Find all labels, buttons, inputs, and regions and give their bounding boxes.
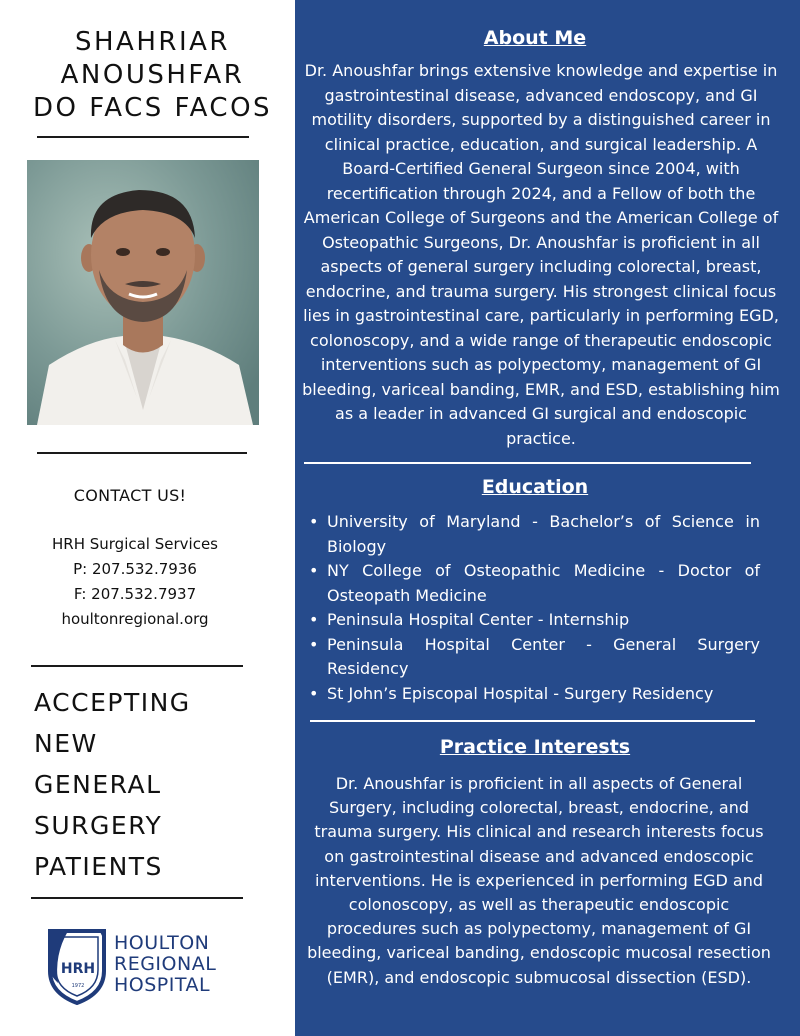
education-item: • St John’s Episcopal Hospital - Surgery Residency — [305, 682, 760, 707]
logo-shield-text: HRH — [60, 961, 96, 977]
accepting-line-1: ACCEPTING — [34, 688, 191, 717]
portrait-illustration — [27, 160, 259, 425]
hospital-logo — [44, 925, 224, 1005]
accepting-line-3: GENERAL — [34, 770, 162, 799]
education-item: • Peninsula Hospital Center - Internship — [305, 608, 760, 633]
divider — [310, 720, 755, 722]
education-heading: Education — [481, 476, 589, 498]
accepting-line-2: NEW — [34, 729, 98, 758]
left-column — [0, 0, 295, 1036]
education-item: • NY College of Osteopathic Medicine - Doctor of Osteopath Medicine — [305, 559, 760, 608]
about-heading: About Me — [483, 27, 587, 49]
divider — [37, 452, 247, 454]
accepting-line-5: PATIENTS — [34, 852, 163, 881]
logo-line-2: REGIONAL — [114, 953, 217, 975]
divider — [31, 665, 243, 667]
logo-year: 1972 — [71, 983, 85, 989]
logo-line-1: HOULTON — [114, 932, 210, 954]
logo-line-3: HOSPITAL — [114, 974, 211, 996]
contact-phone[interactable]: P: 207.532.7936 — [73, 560, 197, 578]
doctor-name — [10, 26, 295, 125]
divider — [31, 897, 243, 899]
doctor-photo — [27, 160, 259, 425]
accepting-line-4: SURGERY — [34, 811, 163, 840]
divider — [37, 136, 249, 138]
contact-website[interactable]: houltonregional.org — [61, 610, 209, 628]
right-panel — [295, 0, 800, 1036]
name-line-3: DO FACS FACOS — [32, 93, 273, 123]
logo-wordmark — [114, 933, 216, 996]
contact-heading: CONTACT US! — [73, 486, 187, 505]
practice-interests-text: Dr. Anoushfar is proficient in all aspects of General Surgery, including colorectal, breast, endocrine, and trauma surgery. His clinical and research interests focus on gastrointestinal disease and advanced endoscopic interventions. He is experienced in performing EGD and colonoscopy, as well as therapeutic endoscopic procedures such as polypectomy, management of GI bleeding, variceal banding, endoscopic mucosal resection (EMR), and endoscopic submucosal dissection (ESD). — [307, 774, 771, 987]
education-item: • University of Maryland - Bachelor’s of Science in Biology — [305, 510, 760, 559]
practice-interests-heading: Practice Interests — [439, 736, 631, 758]
about-text: Dr. Anoushfar brings extensive knowledge and expertise in gastrointestinal disease, advanced endoscopy, and GI motility disorders, supported by a distinguished career in clinical practice, education, and surgical leadership. A Board-Certified General Surgeon since 2004, with recertification through 2024, and a Fellow of both the American College of Surgeons and the American College of Osteopathic Surgeons, Dr. Anoushfar is proficient in all aspects of general surgery including colorectal, breast, endocrine, and trauma surgery. His strongest clinical focus lies in gastrointestinal care, particularly in performing EGD, colonoscopy, and a wide range of therapeutic endoscopic interventions such as polypectomy, management of GI bleeding, variceal banding, EMR, and ESD, establishing him as a leader in advanced GI surgical and endoscopic practice. — [302, 61, 780, 448]
name-line-1: SHAHRIAR — [75, 27, 230, 57]
divider — [304, 462, 751, 464]
education-item: • Peninsula Hospital Center - General Surgery Residency — [305, 633, 760, 682]
accepting-patients-banner — [34, 682, 191, 887]
name-line-2: ANOUSHFAR — [60, 60, 245, 90]
contact-fax: F: 207.532.7937 — [73, 585, 197, 603]
shield-icon — [44, 925, 110, 1005]
education-list — [305, 510, 760, 706]
contact-department: HRH Surgical Services — [52, 535, 218, 553]
